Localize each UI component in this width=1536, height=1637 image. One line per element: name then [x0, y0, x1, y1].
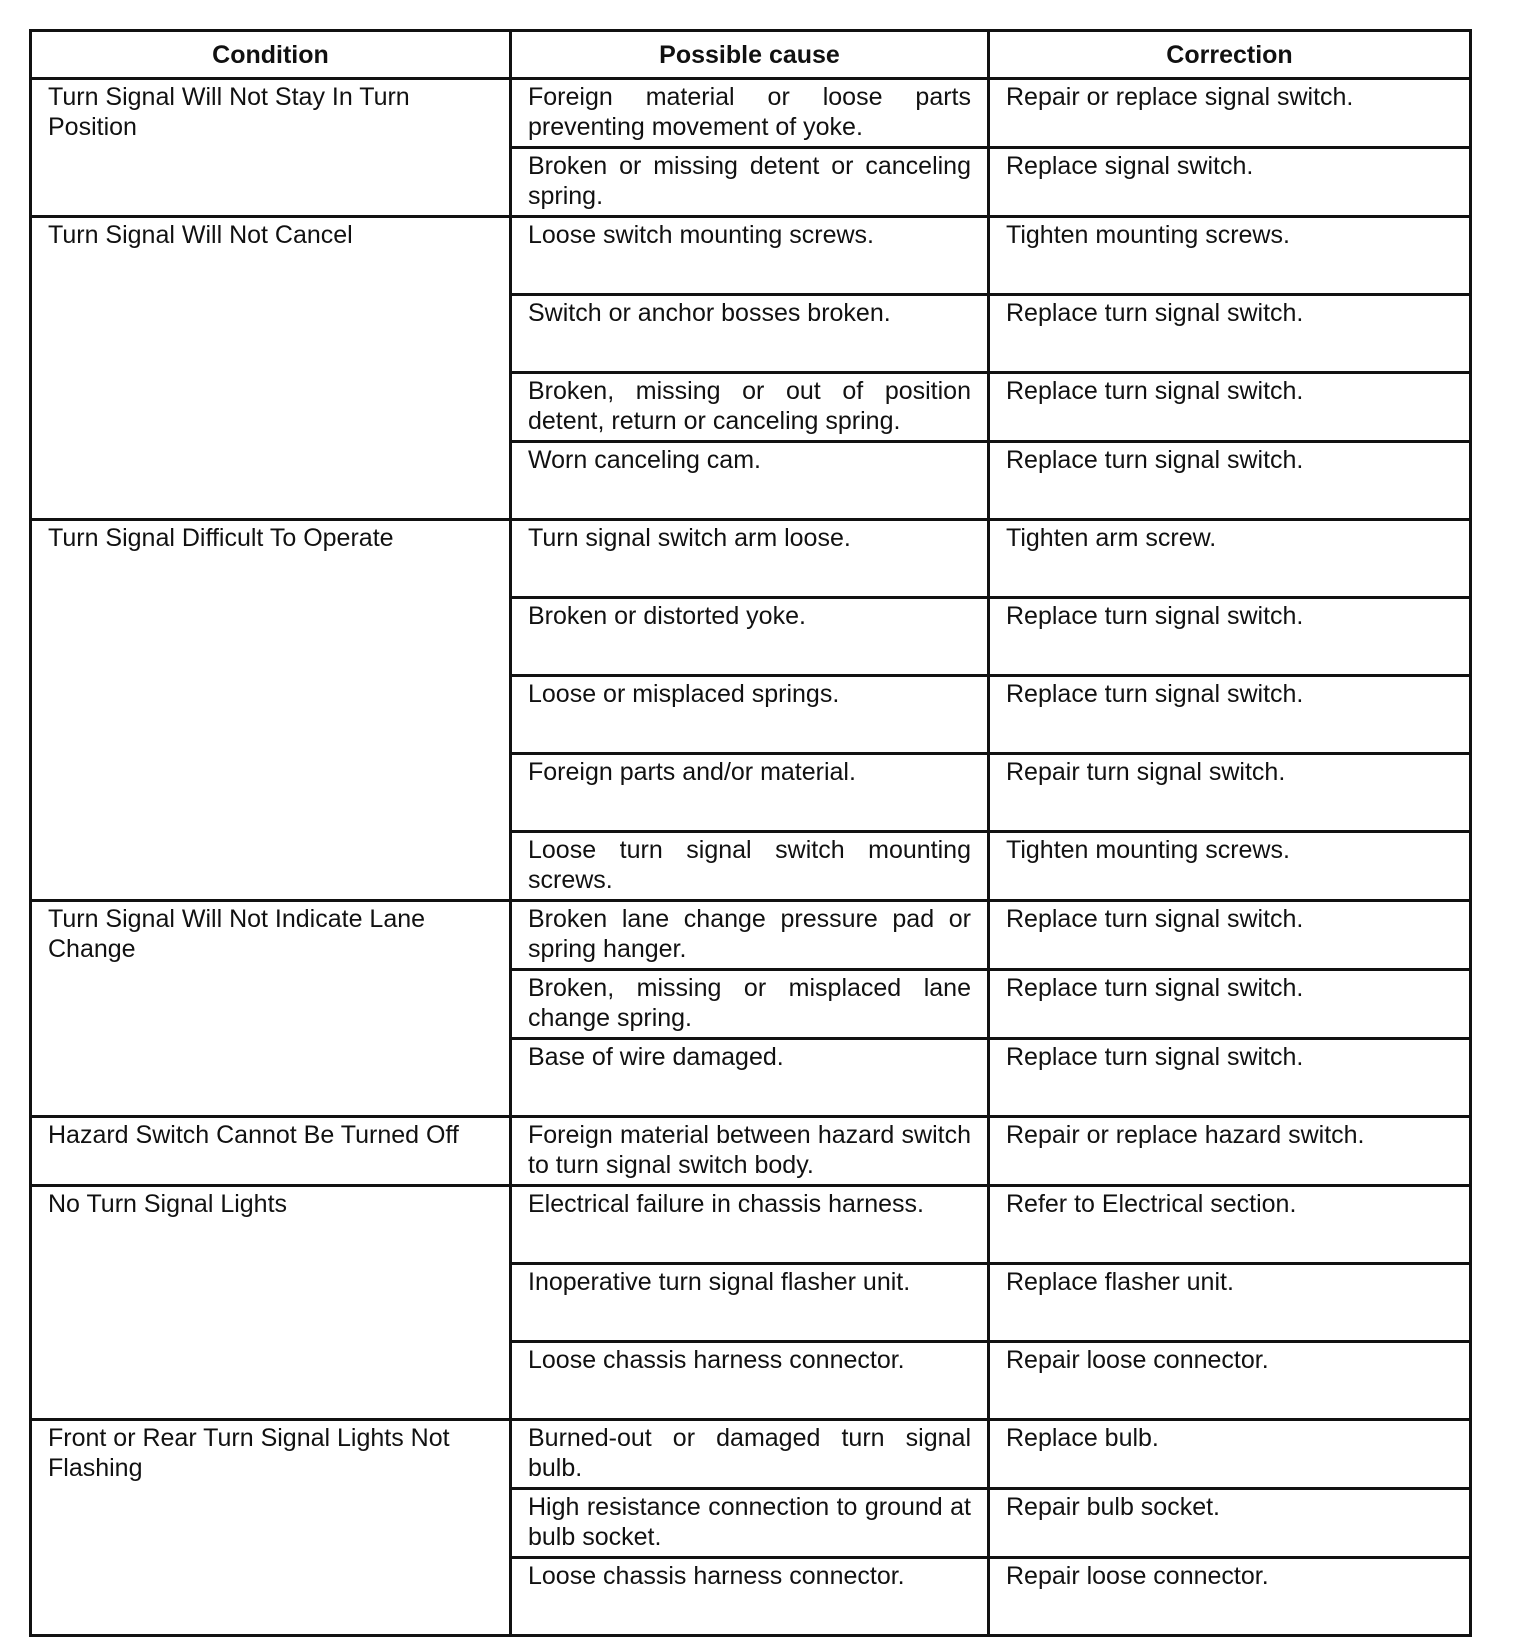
- cause-cell: Turn signal switch arm loose.: [511, 520, 989, 598]
- correction-cell: Repair loose connector.: [989, 1558, 1471, 1636]
- cause-cell: Broken or missing detent or canceling spring.: [511, 148, 989, 217]
- correction-cell: Repair or replace hazard switch.: [989, 1117, 1471, 1186]
- correction-cell: Repair or replace signal switch.: [989, 79, 1471, 148]
- cause-cell: Switch or anchor bosses broken.: [511, 295, 989, 373]
- correction-cell: Replace turn signal switch.: [989, 442, 1471, 520]
- condition-cell: Hazard Switch Cannot Be Turned Off: [31, 1117, 511, 1186]
- correction-cell: Replace turn signal switch.: [989, 676, 1471, 754]
- cause-cell: Foreign material or loose parts preventing movement of yoke.: [511, 79, 989, 148]
- correction-cell: Replace turn signal switch.: [989, 970, 1471, 1039]
- correction-cell: Refer to Electrical section.: [989, 1186, 1471, 1264]
- troubleshooting-table: [29, 29, 1472, 1637]
- condition-cell: No Turn Signal Lights: [31, 1186, 511, 1420]
- cause-cell: Loose turn signal switch mounting screws.: [511, 832, 989, 901]
- correction-cell: Repair bulb socket.: [989, 1489, 1471, 1558]
- correction-cell: Tighten mounting screws.: [989, 832, 1471, 901]
- table-row: [31, 79, 1471, 148]
- cause-cell: Burned-out or damaged turn signal bulb.: [511, 1420, 989, 1489]
- correction-cell: Replace bulb.: [989, 1420, 1471, 1489]
- cause-cell: Broken, missing or out of position detent, return or canceling spring.: [511, 373, 989, 442]
- correction-cell: Replace signal switch.: [989, 148, 1471, 217]
- condition-cell: Turn Signal Difficult To Operate: [31, 520, 511, 901]
- correction-cell: Tighten arm screw.: [989, 520, 1471, 598]
- cause-cell: Broken, missing or misplaced lane change spring.: [511, 970, 989, 1039]
- table-row: [31, 217, 1471, 295]
- correction-cell: Repair turn signal switch.: [989, 754, 1471, 832]
- correction-cell: Replace turn signal switch.: [989, 901, 1471, 970]
- table-row: [31, 1186, 1471, 1264]
- table-row: [31, 1117, 1471, 1186]
- cause-cell: Electrical failure in chassis harness.: [511, 1186, 989, 1264]
- header-possible-cause: Possible cause: [511, 31, 989, 79]
- header-condition: Condition: [31, 31, 511, 79]
- condition-cell: Front or Rear Turn Signal Lights Not Flashing: [31, 1420, 511, 1636]
- correction-cell: Replace turn signal switch.: [989, 1039, 1471, 1117]
- table-row: [31, 1420, 1471, 1489]
- correction-cell: Replace flasher unit.: [989, 1264, 1471, 1342]
- cause-cell: Foreign parts and/or material.: [511, 754, 989, 832]
- cause-cell: Loose switch mounting screws.: [511, 217, 989, 295]
- cause-cell: Loose or misplaced springs.: [511, 676, 989, 754]
- correction-cell: Replace turn signal switch.: [989, 295, 1471, 373]
- cause-cell: Foreign material between hazard switch to turn signal switch body.: [511, 1117, 989, 1186]
- correction-cell: Replace turn signal switch.: [989, 373, 1471, 442]
- cause-cell: Broken or distorted yoke.: [511, 598, 989, 676]
- table-row: [31, 520, 1471, 598]
- table-row: [31, 901, 1471, 970]
- correction-cell: Tighten mounting screws.: [989, 217, 1471, 295]
- condition-cell: Turn Signal Will Not Indicate Lane Change: [31, 901, 511, 1117]
- correction-cell: Replace turn signal switch.: [989, 598, 1471, 676]
- condition-cell: Turn Signal Will Not Stay In Turn Position: [31, 79, 511, 217]
- condition-cell: Turn Signal Will Not Cancel: [31, 217, 511, 520]
- header-correction: Correction: [989, 31, 1471, 79]
- cause-cell: Base of wire damaged.: [511, 1039, 989, 1117]
- cause-cell: Loose chassis harness connector.: [511, 1558, 989, 1636]
- cause-cell: Inoperative turn signal flasher unit.: [511, 1264, 989, 1342]
- cause-cell: Worn canceling cam.: [511, 442, 989, 520]
- table-header-row: [31, 31, 1471, 79]
- cause-cell: Loose chassis harness connector.: [511, 1342, 989, 1420]
- cause-cell: Broken lane change pressure pad or spring hanger.: [511, 901, 989, 970]
- correction-cell: Repair loose connector.: [989, 1342, 1471, 1420]
- cause-cell: High resistance connection to ground at bulb socket.: [511, 1489, 989, 1558]
